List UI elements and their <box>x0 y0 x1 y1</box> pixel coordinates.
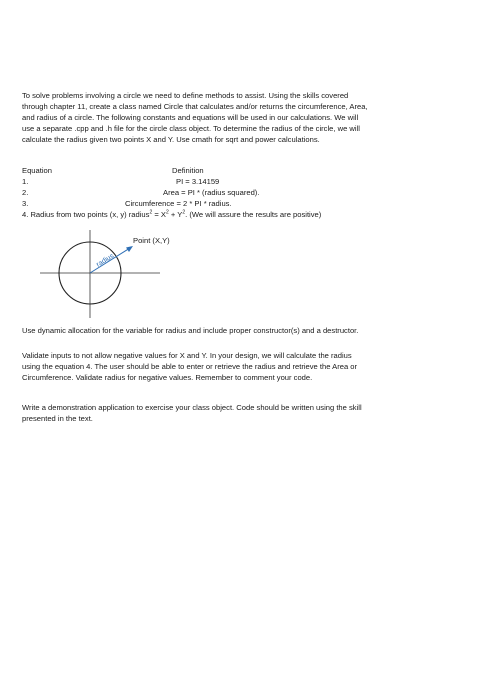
paragraph-line: Use dynamic allocation for the variable for radius and include proper constructor(s) and a destructor. <box>22 326 359 335</box>
intro-paragraph <box>22 90 460 145</box>
equation-four-text: . (We will assure the results are positive) <box>185 210 322 219</box>
equation-number: 3. <box>22 199 29 208</box>
paragraph-line: presented in the text. <box>22 414 93 423</box>
superscript: 2 <box>182 209 186 216</box>
intro-line: To solve problems involving a circle we need to define methods to assist. Using the skills covered <box>22 91 349 100</box>
point-label: Point (X,Y) <box>133 236 170 245</box>
arrowhead-icon <box>126 246 133 252</box>
superscript: 2 <box>149 209 153 216</box>
equation-header: Equation <box>22 166 52 175</box>
intro-line: through chapter 11, create a class named Circle that calculates and/or returns the circumference, Area, <box>22 102 368 111</box>
radius-label: radius <box>95 252 116 269</box>
equation-four <box>22 209 321 220</box>
circle-diagram <box>30 228 200 320</box>
paragraph-line: Circumference. Validate radius for negative values. Remember to comment your code. <box>22 373 313 382</box>
intro-line: and radius of a circle. The following constants and equations will be used in our calculations. We will <box>22 113 359 122</box>
paragraph-line: using the equation 4. The user should be able to enter or retrieve the radius and retrieve the Area or <box>22 362 358 371</box>
equation-definition: PI = 3.14159 <box>176 177 220 186</box>
intro-line: calculate the radius given two points X and Y. Use cmath for sqrt and power calculations. <box>22 135 320 144</box>
superscript: 2 <box>165 209 169 216</box>
equation-number: 1. <box>22 177 29 186</box>
equation-number: 2. <box>22 188 29 197</box>
demonstration-paragraph <box>22 402 460 424</box>
paragraph-line: Validate inputs to not allow negative values for X and Y. In your design, we will calculate the radius <box>22 351 352 360</box>
equation-four-text: 4. Radius from two points (x, y) radius <box>22 210 150 219</box>
equation-four-text: = X <box>152 210 166 219</box>
equation-definition: Area = PI * (radius squared). <box>163 188 260 197</box>
dynamic-allocation-paragraph <box>22 325 460 336</box>
validate-paragraph <box>22 350 460 383</box>
equation-four-text: + Y <box>168 210 183 219</box>
paragraph-line: Write a demonstration application to exercise your class object. Code should be written using the skill <box>22 403 362 412</box>
definition-header: Definition <box>172 166 204 175</box>
intro-line: use a separate .cpp and .h file for the circle class object. To determine the radius of the circle, we will <box>22 124 360 133</box>
equation-definition: Circumference = 2 * PI * radius. <box>125 199 232 208</box>
